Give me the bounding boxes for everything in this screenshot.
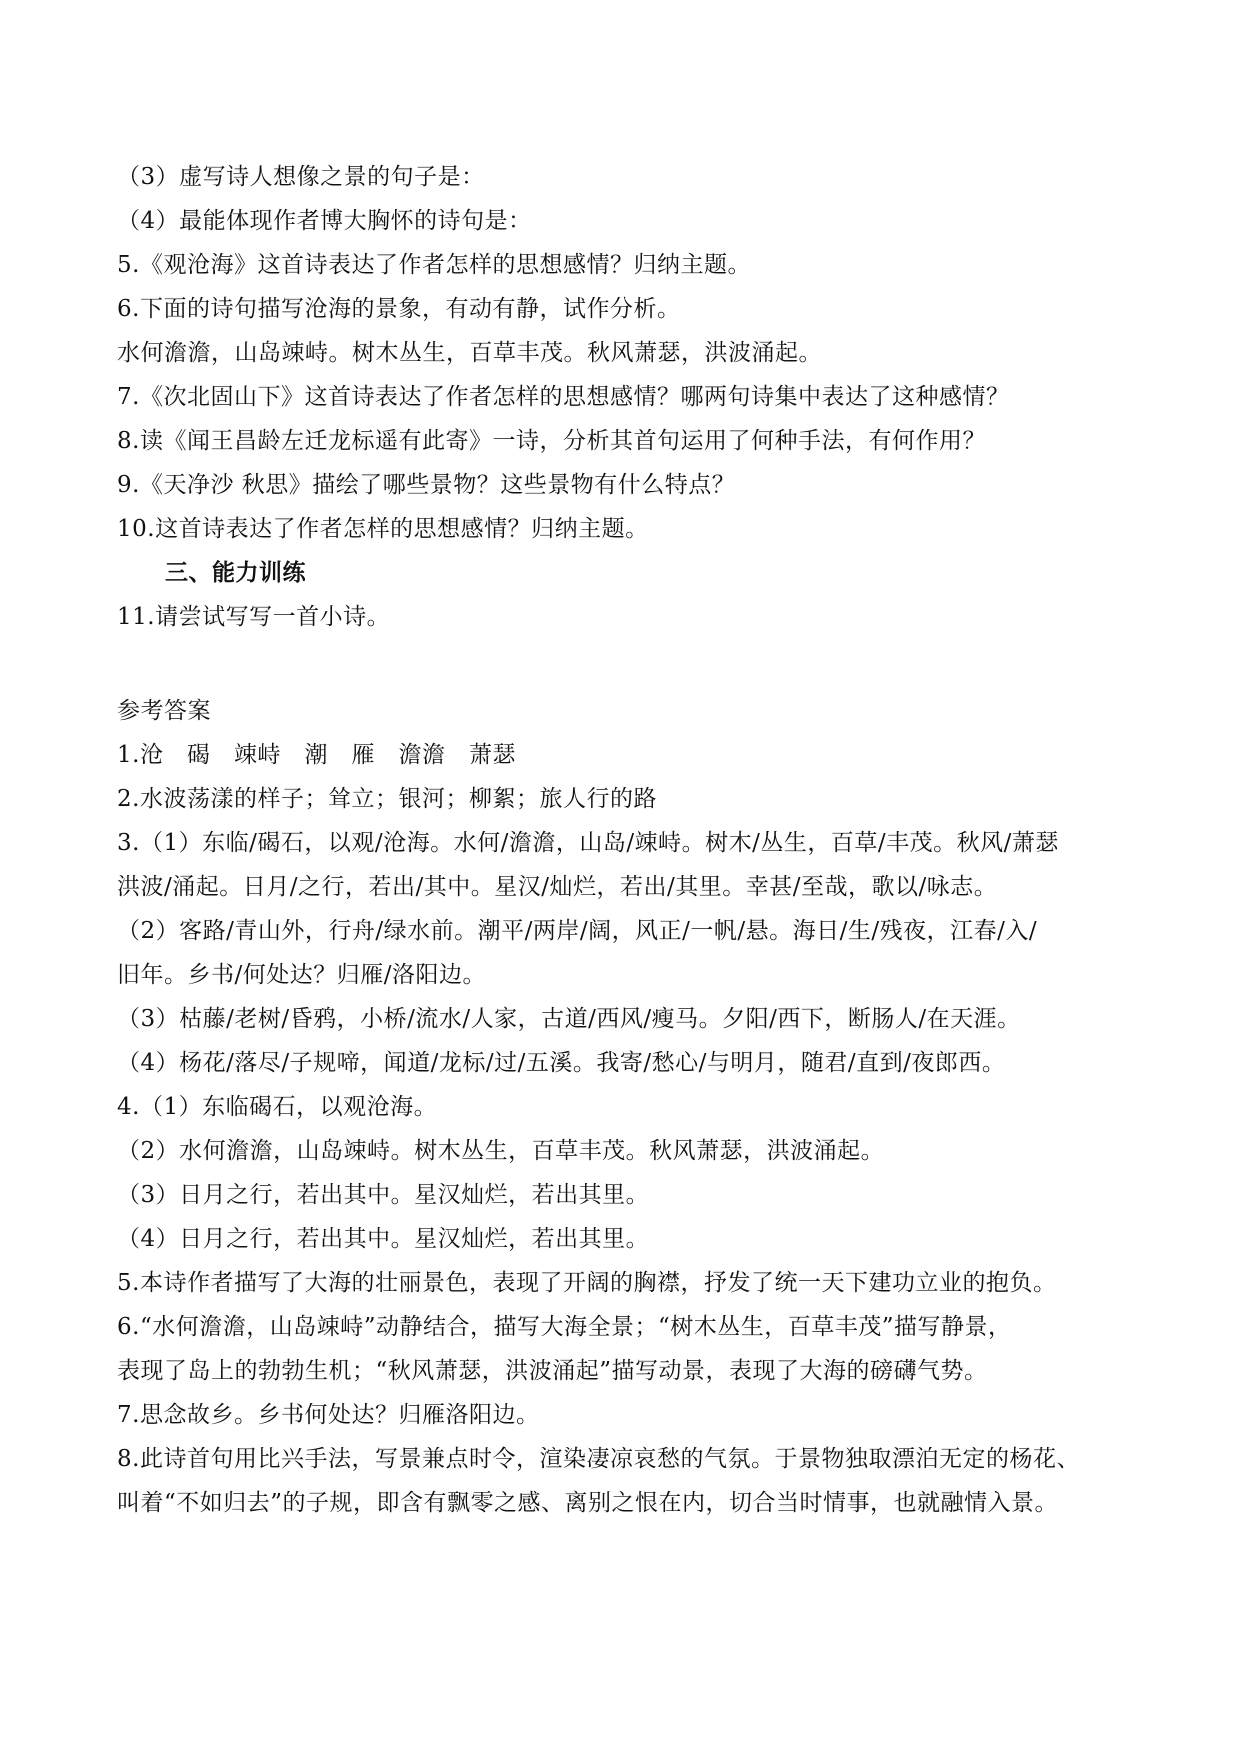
question-9: 9.《天净沙 秋思》描绘了哪些景物？这些景物有什么特点？ bbox=[117, 472, 736, 498]
question-3-3: （3）虚写诗人想像之景的句子是： bbox=[117, 164, 485, 190]
answer-line: 8.此诗首句用比兴手法，写景兼点时令，渲染凄凉哀愁的气氛。于景物独取漂泊无定的杨花、 bbox=[117, 1446, 1080, 1472]
question-10: 10.这首诗表达了作者怎样的思想感情？归纳主题。 bbox=[117, 516, 649, 542]
question-7: 7.《次北固山下》这首诗表达了作者怎样的思想感情？哪两句诗集中表达了这种感情？ bbox=[117, 384, 1010, 410]
section-3-heading: 三、能力训练 bbox=[165, 560, 306, 586]
answer-line: 2.水波荡漾的样子；耸立；银河；柳絮；旅人行的路 bbox=[117, 786, 657, 812]
answer-line: （4）杨花/落尽/子规啼，闻道/龙标/过/五溪。我寄/愁心/与明月，随君/直到/夜郎西。 bbox=[117, 1050, 1006, 1076]
answers-title: 参考答案 bbox=[117, 698, 211, 724]
answer-line: 1.沧 碣 竦峙 潮 雁 澹澹 萧瑟 bbox=[117, 742, 516, 768]
question-5: 5.《观沧海》这首诗表达了作者怎样的思想感情？归纳主题。 bbox=[117, 252, 751, 278]
question-11: 11.请尝试写写一首小诗。 bbox=[117, 604, 391, 630]
answer-line: 叫着“不如归去”的子规，即含有飘零之感、离别之恨在内，切合当时情事，也就融情入景。 bbox=[117, 1490, 1059, 1516]
answer-line: 7.思念故乡。乡书何处达？归雁洛阳边。 bbox=[117, 1402, 540, 1428]
answer-line: （4）日月之行，若出其中。星汉灿烂，若出其里。 bbox=[117, 1226, 650, 1252]
question-6: 6.下面的诗句描写沧海的景象，有动有静，试作分析。 bbox=[117, 296, 681, 322]
answer-line: （3）日月之行，若出其中。星汉灿烂，若出其里。 bbox=[117, 1182, 650, 1208]
answer-line: （2）水何澹澹，山岛竦峙。树木丛生，百草丰茂。秋风萧瑟，洪波涌起。 bbox=[117, 1138, 885, 1164]
answer-line: 3.（1）东临/碣石，以观/沧海。水何/澹澹，山岛/竦峙。树木/丛生，百草/丰茂。秋风/萧瑟 bbox=[117, 830, 1059, 856]
answer-line: 5.本诗作者描写了大海的壮丽景色，表现了开阔的胸襟，抒发了统一天下建功立业的抱负。 bbox=[117, 1270, 1057, 1296]
answer-line: （2）客路/青山外，行舟/绿水前。潮平/两岸/阔，风正/一帆/悬。海日/生/残夜，江春/入/ bbox=[117, 918, 1038, 944]
answer-line: 表现了岛上的勃勃生机；“秋风萧瑟，洪波涌起”描写动景，表现了大海的磅礴气势。 bbox=[117, 1358, 988, 1384]
answer-line: （3）枯藤/老树/昏鸦，小桥/流水/人家，古道/西风/瘦马。夕阳/西下，断肠人/在天涯。 bbox=[117, 1006, 1021, 1032]
question-8: 8.读《闻王昌龄左迁龙标遥有此寄》一诗，分析其首句运用了何种手法，有何作用？ bbox=[117, 428, 986, 454]
answer-line: 旧年。乡书/何处达？归雁/洛阳边。 bbox=[117, 962, 486, 988]
answer-line: 洪波/涌起。日月/之行，若出/其中。星汉/灿烂，若出/其里。幸甚/至哉，歌以/咏志。 bbox=[117, 874, 998, 900]
question-6-poem: 水何澹澹，山岛竦峙。树木丛生，百草丰茂。秋风萧瑟，洪波涌起。 bbox=[117, 340, 822, 366]
answer-line: 4.（1）东临碣石，以观沧海。 bbox=[117, 1094, 438, 1120]
answer-line: 6.“水何澹澹，山岛竦峙”动静结合，描写大海全景；“树木丛生，百草丰茂”描写静景， bbox=[117, 1314, 1012, 1340]
question-3-4: （4）最能体现作者博大胸怀的诗句是： bbox=[117, 208, 532, 234]
